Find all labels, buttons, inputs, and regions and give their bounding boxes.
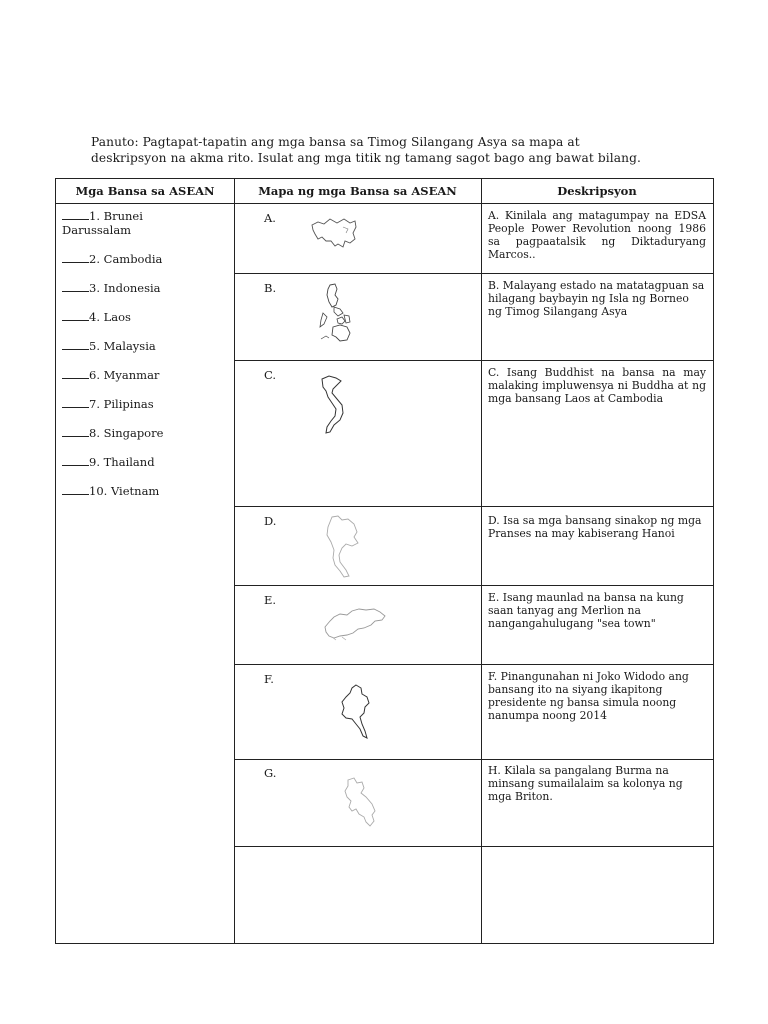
instructions-line-2: deskripsyon na akma rito. Isulat ang mga titik ng tamang sagot bago ang bawat bilang. bbox=[91, 151, 641, 165]
matching-table bbox=[55, 178, 714, 944]
singapore-map-icon bbox=[322, 605, 388, 641]
answer-blank[interactable] bbox=[62, 455, 89, 466]
map-letter-d: D. bbox=[264, 514, 277, 528]
country-list bbox=[62, 209, 227, 499]
header-maps: Mapa ng mga Bansa sa ASEAN bbox=[258, 184, 457, 198]
answer-blank[interactable] bbox=[62, 339, 89, 350]
description-f: F. Pinangunahan ni Joko Widodo ang bansang ito na siyang ikapitong presidente ng bansa simula noong nanumpa noong 2014 bbox=[488, 670, 689, 722]
philippines-map-icon bbox=[318, 283, 354, 345]
answer-blank[interactable] bbox=[62, 281, 89, 292]
description-a: A. Kinilala ang matagumpay na EDSA People Power Revolution noong 1986 sa pagpaatalsik ng Diktaduryang Marcos.. bbox=[488, 209, 706, 261]
row-divider bbox=[234, 360, 713, 361]
answer-blank[interactable] bbox=[62, 484, 89, 495]
map-letter-g: G. bbox=[264, 766, 277, 780]
map-letter-c: C. bbox=[264, 368, 277, 382]
header-description: Deskripsyon bbox=[557, 184, 637, 198]
row-divider bbox=[234, 273, 713, 274]
header-divider bbox=[56, 203, 713, 204]
description-e: E. Isang maunlad na bansa na kung saan tanyag ang Merlion na nangangahulugang "sea town" bbox=[488, 591, 684, 630]
country-item-cambodia: 2. Cambodia bbox=[62, 252, 227, 267]
column-divider bbox=[234, 179, 235, 943]
map-letter-f: F. bbox=[264, 672, 274, 686]
answer-blank[interactable] bbox=[62, 209, 89, 220]
answer-blank[interactable] bbox=[62, 368, 89, 379]
header-countries: Mga Bansa sa ASEAN bbox=[75, 184, 215, 198]
answer-blank[interactable] bbox=[62, 252, 89, 263]
country-item-thailand: 9. Thailand bbox=[62, 455, 227, 470]
country-item-singapore: 8. Singapore bbox=[62, 426, 227, 441]
map-letter-a: A. bbox=[264, 211, 276, 225]
row-divider bbox=[234, 506, 713, 507]
instructions-line-1: Panuto: Pagtapat-tapatin ang mga bansa sa Timog Silangang Asya sa mapa at bbox=[91, 135, 580, 149]
country-item-malaysia: 5. Malaysia bbox=[62, 339, 227, 354]
answer-blank[interactable] bbox=[62, 426, 89, 437]
row-divider bbox=[234, 585, 713, 586]
thailand-map-icon bbox=[324, 515, 362, 579]
row-divider bbox=[234, 664, 713, 665]
column-divider bbox=[481, 179, 482, 943]
description-c: C. Isang Buddhist na bansa na may malaking impluwensya ni Buddha at ng mga bansang Laos at Cambodia bbox=[488, 366, 706, 405]
description-d: D. Isa sa mga bansang sinakop ng mga Pranses na may kabiserang Hanoi bbox=[488, 514, 702, 540]
instructions bbox=[91, 134, 711, 166]
description-b: B. Malayang estado na matatagpuan sa hilagang baybayin ng Isla ng Borneo ng Timog Silangang Asya bbox=[488, 279, 705, 318]
row-divider bbox=[234, 759, 713, 760]
myanmar-map-icon bbox=[338, 684, 374, 740]
row-divider bbox=[234, 846, 713, 847]
country-item-laos: 4. Laos bbox=[62, 310, 227, 325]
map-letter-e: E. bbox=[264, 593, 277, 607]
cambodia-map-icon bbox=[310, 217, 358, 249]
answer-blank[interactable] bbox=[62, 310, 89, 321]
vietnam-map-icon bbox=[320, 375, 350, 435]
map-letter-b: B. bbox=[264, 281, 277, 295]
country-item-vietnam: 10. Vietnam bbox=[62, 484, 227, 499]
country-item-indonesia: 3. Indonesia bbox=[62, 281, 227, 296]
description-g: H. Kilala sa pangalang Burma na minsang sumailalaim sa kolonya ng mga Briton. bbox=[488, 764, 683, 803]
answer-blank[interactable] bbox=[62, 397, 89, 408]
country-item-pilipinas: 7. Pilipinas bbox=[62, 397, 227, 412]
country-item-brunei: 1. Brunei Darussalam bbox=[62, 209, 143, 237]
laos-map-icon bbox=[342, 777, 378, 829]
country-item-myanmar: 6. Myanmar bbox=[62, 368, 227, 383]
